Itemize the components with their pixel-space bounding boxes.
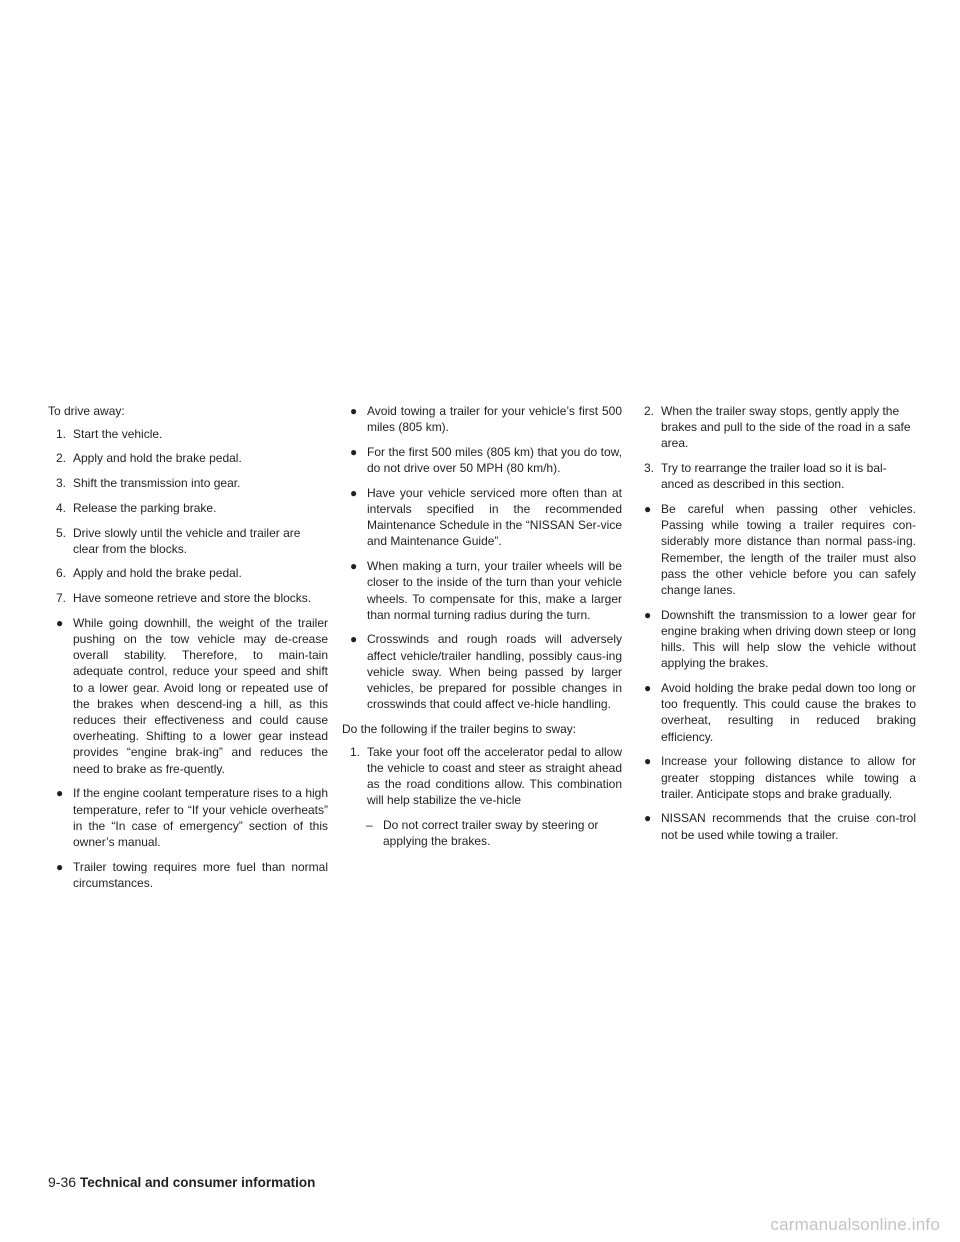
step-text: Apply and hold the brake pedal. [73,451,242,466]
bullet-icon: ● [56,786,64,801]
step-number: 2. [644,404,655,418]
bullet-item [342,631,622,712]
bullet-item [48,615,328,777]
bullet-text: Be careful when passing other vehicles. Passing while towing a trailer requires con-siderably more distance than normal pass-ing. Remember, the length of the trailer must also pass the other vehicle before you can safely change lanes. [661,502,916,598]
bullet-icon: ● [350,404,358,418]
bullet-item [636,607,916,672]
column-left [48,403,328,900]
step-number: 2. [56,451,67,466]
step-item [48,525,328,557]
step-item [342,744,622,809]
section-title: Technical and consumer information [80,1175,316,1190]
step-number: 5. [56,525,67,540]
step-text: Apply and hold the brake pedal. [73,566,242,581]
step-number: 3. [56,476,67,491]
dash-item [342,817,622,849]
step-item [636,403,916,452]
step-item [48,590,328,606]
bullet-text: While going downhill, the weight of the trailer pushing on the tow vehicle may de-crease overall stability. Therefore, to main-tain adequate control, reduce your speed and shift to a lower gear. Avoid long or repeated use of the brakes when descend-ing a hill, as this reduces their effectiveness and could cause overheating. Shifting to a lower gear instead provides “engine brak-ing” and reduces the need to brake as fre-quently. [73,615,328,776]
bullet-icon: ● [644,754,652,769]
bullet-icon: ● [350,559,358,574]
bullet-icon: ● [644,811,652,826]
step-number: 4. [56,500,67,515]
column-right [636,403,916,851]
drive-away-heading: To drive away: [48,404,125,418]
bullet-icon: ● [644,607,652,622]
column-middle [342,403,622,858]
bullet-item [342,403,622,435]
step-text: Try to rearrange the trailer load so it is bal-anced as described in this section. [661,461,887,492]
step-text: Drive slowly until the vehicle and trailer are clear from the blocks. [73,525,301,556]
step-number: 6. [56,566,67,581]
bullet-item [342,485,622,550]
step-number: 1. [56,426,67,441]
bullet-text: Crosswinds and rough roads will adversely affect vehicle/trailer handling, possibly caus-ing vehicle sway. When being passed by larger vehicles, be prepared for possible changes in crosswinds that could affect ve-hicle handling. [367,632,622,712]
step-number: 7. [56,591,67,606]
bullet-text: Avoid towing a trailer for your vehicle’s first 500 miles (805 km). [367,404,622,435]
watermark: carmanualsonline.info [770,1215,940,1234]
bullet-text: Avoid holding the brake pedal down too long or too frequently. This could cause the brakes to overheat, resulting in reduced braking efficiency. [661,681,916,744]
step-text: When the trailer sway stops, gently apply the brakes and pull to the side of the road in a safe area. [661,404,911,451]
bullet-item [342,558,622,623]
bullet-icon: ● [644,681,652,696]
bullet-text: Increase your following distance to allow for greater stopping distances while towing a trailer. Anticipate stops and brake gradually. [661,754,916,801]
bullet-icon: ● [56,615,64,630]
dash-marker: – [366,817,373,832]
step-text: Release the parking brake. [73,500,217,515]
bullet-text: Trailer towing requires more fuel than normal circumstances. [73,859,328,890]
sway-heading: Do the following if the trailer begins to sway: [342,721,577,736]
step-item [48,500,328,516]
bullet-icon: ● [644,502,652,517]
bullet-text: For the first 500 miles (805 km) that you do tow, do not drive over 50 MPH (80 km/h). [367,444,622,476]
bullet-text: Downshift the transmission to a lower gear for engine braking when driving down steep or long hills. This will help slow the vehicle without applying the brakes. [661,607,916,671]
step-item [48,565,328,581]
bullet-text: NISSAN recommends that the cruise con-trol not be used while towing a trailer. [661,811,916,842]
bullet-item [636,753,916,802]
page-number: 9-36 [48,1174,77,1190]
dash-text: Do not correct trailer sway by steering or applying the brakes. [383,817,599,849]
bullet-text: Have your vehicle serviced more often than at intervals specified in the recommended Maintenance Schedule in the “NISSAN Ser-vice and Maintenance Guide”. [367,485,622,549]
bullet-item [636,680,916,745]
bullet-text: When making a turn, your trailer wheels will be closer to the inside of the turn than your vehicle wheels. To compensate for this, make a larger than normal turning radius during the turn. [367,559,622,622]
bullet-item [48,859,328,891]
bullet-text: If the engine coolant temperature rises to a high temperature, refer to “If your vehicle overheats” in the “In case of emergency” section of this owner’s manual. [73,786,328,849]
step-text: Start the vehicle. [73,426,163,441]
step-item [636,460,916,492]
bullet-item [636,810,916,842]
bullet-icon: ● [56,859,64,874]
bullet-item [636,501,916,598]
step-text: Take your foot off the accelerator pedal to allow the vehicle to coast and steer as straight ahead as the road conditions allow. This combination will help stabilize the ve-hicle [367,744,622,808]
step-number: 3. [644,461,655,476]
step-item [48,475,328,491]
bullet-item [48,785,328,850]
step-number: 1. [350,744,361,759]
bullet-icon: ● [350,485,358,500]
bullet-item [342,444,622,476]
bullet-icon: ● [350,632,358,647]
step-text: Have someone retrieve and store the blocks. [73,591,312,606]
step-item [48,426,328,442]
bullet-icon: ● [350,444,358,459]
step-item [48,450,328,466]
page-footer [48,1174,315,1194]
step-text: Shift the transmission into gear. [73,476,241,491]
